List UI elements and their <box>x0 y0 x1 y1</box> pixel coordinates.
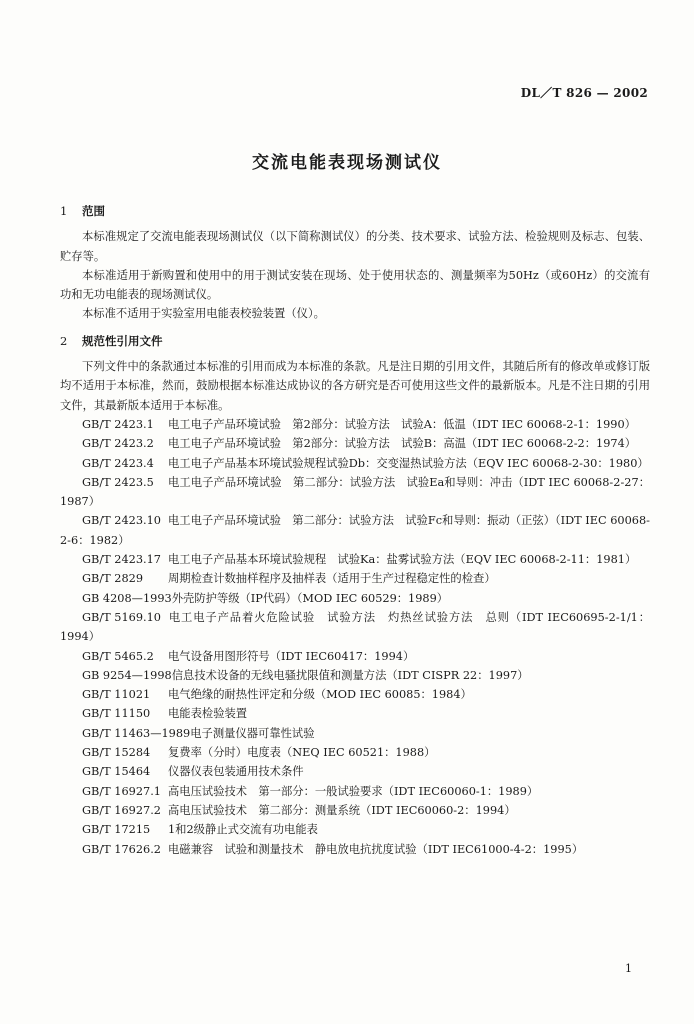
reference-item <box>60 608 650 647</box>
document-body <box>60 202 650 859</box>
reference-title: 复费率（分时）电度表（NEQ IEC 60521：1988） <box>168 746 436 760</box>
reference-title: 电工电子产品基本环境试验规程 试验Ka：盐雾试验方法（EQV IEC 60068-2-11：1981） <box>168 553 637 567</box>
paragraph: 本标准适用于新购置和使用中的用于测试安装在现场、处于使用状态的、测量频率为50Hz（或60Hz）的交流有功和无功电能表的现场测试仪。 <box>60 268 650 302</box>
reference-code: GB/T 2423.5 <box>82 475 154 489</box>
reference-title: 高电压试验技术 第二部分：测量系统（IDT IEC60060-2：1994） <box>168 803 516 817</box>
reference-code: GB 4208—1993 <box>82 591 172 605</box>
reference-code: GB/T 15464 <box>82 765 151 779</box>
reference-title: 外壳防护等级（IP代码）（MOD IEC 60529：1989） <box>171 591 449 605</box>
reference-item <box>60 762 650 781</box>
reference-code: GB/T 2423.17 <box>82 553 161 567</box>
reference-item <box>60 550 650 569</box>
reference-title: 电工电子产品着火危险试验 试验方法 灼热丝试验方法 总则（IDT IEC60695-2-1/1：1994） <box>60 610 650 644</box>
reference-item <box>60 820 650 839</box>
reference-code: GB/T 11021 <box>82 688 151 702</box>
section-title: 规范性引用文件 <box>82 333 163 348</box>
reference-title: 电气绝缘的耐热性评定和分级（MOD IEC 60085：1984） <box>168 688 472 702</box>
section-2-heading <box>60 332 650 351</box>
reference-item <box>60 666 650 685</box>
reference-title: 电磁兼容 试验和测量技术 静电放电抗扰度试验（IDT IEC61000-4-2：1995） <box>168 842 584 856</box>
reference-item <box>60 840 650 859</box>
paragraph: 下列文件中的条款通过本标准的引用而成为本标准的条款。凡是注日期的引用文件，其随后所有的修改单或修订版均不适用于本标准，然而，鼓励根据本标准达成协议的各方研究是否可使用这些文件的最新版本。凡是不注日期的引用文件，其最新版本适用于本标准。 <box>60 360 650 412</box>
reference-item <box>60 454 650 473</box>
reference-code: GB/T 2423.10 <box>82 514 161 528</box>
reference-item <box>60 589 650 608</box>
reference-code: GB/T 16927.2 <box>82 803 161 817</box>
standard-code: DL／T 826 — 2002 <box>520 86 648 100</box>
reference-title: 电气设备用图形符号（IDT IEC60417：1994） <box>168 649 415 663</box>
reference-code: GB/T 15284 <box>82 746 151 760</box>
reference-code: GB/T 2423.4 <box>82 456 154 470</box>
reference-list <box>60 415 650 859</box>
document-title: 交流电能表现场测试仪 <box>252 153 442 173</box>
reference-item <box>60 647 650 666</box>
reference-code: GB/T 2423.2 <box>82 437 154 451</box>
section-title: 范围 <box>82 204 105 218</box>
reference-code: GB/T 16927.1 <box>82 784 161 798</box>
reference-title: 电工电子产品环境试验 第二部分：试验方法 试验Fc和导则：振动（正弦）（IDT IEC 60068-2-6：1982） <box>60 514 650 547</box>
page-number: 1 <box>625 962 632 975</box>
paragraph: 本标准规定了交流电能表现场测试仪（以下简称测试仪）的分类、技术要求、试验方法、检验规则及标志、包装、贮存等。 <box>60 230 650 263</box>
reference-title: 电工电子产品环境试验 第二部分：试验方法 试验Ea和导则：冲击（IDT IEC 60068-2-27：1987） <box>60 475 650 509</box>
reference-title: 电能表检验装置 <box>168 707 248 721</box>
section-1-heading <box>60 202 650 221</box>
reference-item <box>60 569 650 588</box>
reference-item <box>60 801 650 820</box>
reference-code: GB/T 17626.2 <box>82 842 161 856</box>
reference-title: 信息技术设备的无线电骚扰限值和测量方法（IDT CISPR 22：1997） <box>171 668 529 682</box>
reference-title: 仪器仪表包装通用技术条件 <box>168 765 304 779</box>
reference-code: GB/T 2423.1 <box>82 417 154 431</box>
section-number: 2 <box>60 333 68 348</box>
reference-item <box>60 685 650 704</box>
reference-item <box>60 782 650 801</box>
reference-code: GB/T 17215 <box>82 823 151 837</box>
reference-title: 电工电子产品基本环境试验规程试验Db：交变湿热试验方法（EQV IEC 60068-2-30：1980） <box>168 456 649 470</box>
reference-title: 1和2级静止式交流有功电能表 <box>168 823 318 837</box>
reference-code: GB 9254—1998 <box>82 668 172 682</box>
reference-item <box>60 511 650 550</box>
reference-title: 电工电子产品环境试验 第2部分：试验方法 试验A：低温（IDT IEC 60068-2-1：1990） <box>168 417 636 431</box>
reference-code: GB/T 2829 <box>82 572 144 586</box>
reference-item <box>60 704 650 723</box>
reference-item <box>60 724 650 743</box>
reference-code: GB/T 5169.10 <box>82 610 161 624</box>
reference-code: GB/T 11463—1989 <box>82 726 191 740</box>
paragraph: 本标准不适用于实验室用电能表校验装置（仪）。 <box>82 307 325 321</box>
reference-item <box>60 434 650 453</box>
reference-item <box>60 415 650 434</box>
reference-title: 周期检查计数抽样程序及抽样表（适用于生产过程稳定性的检查） <box>168 572 496 586</box>
reference-code: GB/T 11150 <box>82 707 151 721</box>
reference-title: 电子测量仪器可靠性试验 <box>190 726 315 740</box>
section-number: 1 <box>60 204 68 218</box>
reference-item <box>60 743 650 762</box>
reference-title: 电工电子产品环境试验 第2部分：试验方法 试验B：高温（IDT IEC 60068-2-2：1974） <box>168 437 637 451</box>
reference-item <box>60 473 650 512</box>
reference-title: 高电压试验技术 第一部分：一般试验要求（IDT IEC60060-1：1989） <box>168 784 539 798</box>
reference-code: GB/T 5465.2 <box>82 649 154 663</box>
